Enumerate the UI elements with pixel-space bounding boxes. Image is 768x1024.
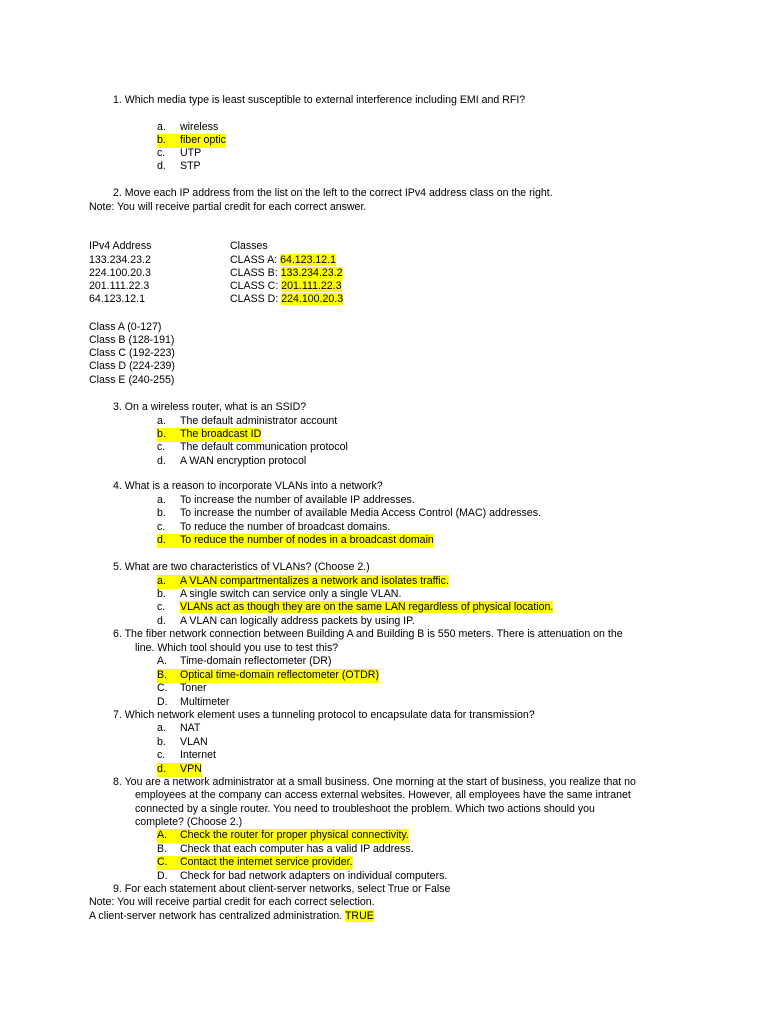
option-text: To reduce the number of broadcast domains. (180, 521, 391, 533)
option-text: NAT (180, 722, 201, 734)
option-label: a. (157, 415, 166, 427)
q5-option-a-answer (157, 575, 449, 589)
q3-option-b-answer (157, 428, 261, 442)
option-text: Check the router for proper physical connectivity. (180, 829, 409, 841)
option-label: A. (157, 655, 168, 667)
option-text: To reduce the number of nodes in a broadcast domain (180, 534, 434, 546)
option-text: Time-domain reflectometer (DR) (180, 655, 332, 667)
q2-left-header: IPv4 Address (89, 240, 152, 252)
option-text: A WAN encryption protocol (180, 455, 307, 467)
q2-range-e: Class E (240-255) (89, 374, 175, 386)
option-label: c. (157, 521, 166, 533)
option-text: A VLAN compartmentalizes a network and isolates traffic. (180, 575, 449, 587)
q9-question: 9. For each statement about client-server networks, select True or False (113, 883, 451, 895)
option-label: A. (157, 829, 168, 841)
option-label: a. (157, 121, 166, 133)
q2-class-c (230, 280, 342, 294)
class-label: CLASS D: (230, 293, 279, 305)
q5-option-b (157, 588, 401, 602)
q2-range-d: Class D (224-239) (89, 360, 175, 372)
q8-question-line-1: 8. You are a network administrator at a small business. One morning at the start of business, you realize that no (113, 776, 636, 788)
option-label: d. (157, 160, 166, 172)
q5-option-c-answer (157, 601, 553, 615)
statement-answer: TRUE (344, 910, 374, 922)
q2-range-c: Class C (192-223) (89, 347, 175, 359)
option-label: a. (157, 722, 166, 734)
option-text: To increase the number of available IP addresses. (180, 494, 415, 506)
q8-question-line-2: employees at the company can access external websites. However, all employees have the same intranet (135, 789, 631, 801)
option-text: Contact the internet service provider. (180, 856, 353, 868)
class-label: CLASS A: (230, 254, 278, 266)
q7-option-a (157, 722, 200, 736)
q7-question: 7. Which network element uses a tunneling protocol to encapsulate data for transmission? (113, 709, 535, 721)
q2-question: 2. Move each IP address from the list on the left to the correct IPv4 address class on the right. (113, 187, 553, 199)
q8-option-a-answer (157, 829, 409, 843)
q2-right-header: Classes (230, 240, 268, 252)
option-text: VPN (180, 763, 202, 775)
option-text: Optical time-domain reflectometer (OTDR) (180, 669, 379, 681)
option-text: wireless (180, 121, 219, 133)
q2-address-2: 224.100.20.3 (89, 267, 151, 279)
q7-option-d-answer (157, 763, 202, 777)
option-label: d. (157, 763, 166, 775)
option-label: C. (157, 856, 168, 868)
q3-question: 3. On a wireless router, what is an SSID? (113, 401, 307, 413)
q4-question: 4. What is a reason to incorporate VLANs into a network? (113, 480, 383, 492)
q2-address-1: 133.234.23.2 (89, 254, 151, 266)
option-label: d. (157, 455, 166, 467)
option-label: b. (157, 507, 166, 519)
q8-question-line-3: connected by a single router. You need to troubleshoot the problem. Which two actions should you (135, 803, 595, 815)
q8-option-c-answer (157, 856, 353, 870)
q2-class-b (230, 267, 343, 281)
option-label: a. (157, 575, 180, 589)
class-label: CLASS C: (230, 280, 279, 292)
option-text: fiber optic (180, 134, 226, 146)
option-label: c. (157, 147, 166, 159)
q6-option-a (157, 655, 331, 669)
q2-range-a: Class A (0-127) (89, 321, 162, 333)
option-label: B. (157, 843, 168, 855)
q9-note: Note: You will receive partial credit for each correct selection. (89, 896, 375, 908)
option-text: A single switch can service only a single VLAN. (180, 588, 402, 600)
q1-option-c (157, 147, 201, 161)
option-text: Check for bad network adapters on individual computers. (180, 870, 448, 882)
statement-text: A client-server network has centralized administration. (89, 910, 343, 922)
option-label: b. (157, 588, 166, 600)
option-text: Toner (180, 682, 207, 694)
q3-option-a (157, 415, 337, 429)
option-label: C. (157, 682, 168, 694)
option-text: STP (180, 160, 201, 172)
option-text: Multimeter (180, 696, 230, 708)
q6-option-d (157, 696, 229, 710)
option-label: b. (157, 134, 166, 146)
q6-option-c (157, 682, 207, 696)
option-text: A VLAN can logically address packets by using IP. (180, 615, 415, 627)
option-text: The broadcast ID (180, 428, 262, 440)
option-label: c. (157, 441, 166, 453)
q9-statement (89, 910, 374, 924)
q1-question: 1. Which media type is least susceptible to external interference including EMI and RFI? (113, 94, 526, 106)
q1-option-a (157, 121, 218, 135)
option-label: D. (157, 870, 168, 882)
option-label: D. (157, 696, 168, 708)
q2-class-a (230, 254, 336, 268)
option-text: UTP (180, 147, 202, 159)
q6-question-line-2: line. Which tool should you use to test this? (135, 642, 339, 654)
option-label: d. (157, 615, 166, 627)
q8-question-line-4: complete? (Choose 2.) (135, 816, 243, 828)
q8-option-b (157, 843, 414, 857)
option-text: To increase the number of available Media Access Control (MAC) addresses. (180, 507, 541, 519)
class-label: CLASS B: (230, 267, 278, 279)
option-label: c. (157, 749, 166, 761)
class-answer: 201.111.22.3 (281, 280, 342, 292)
class-answer: 133.234.23.2 (280, 267, 343, 279)
q2-note: Note: You will receive partial credit for each correct answer. (89, 201, 367, 213)
q3-option-d (157, 455, 306, 469)
q6-question-line-1: 6. The fiber network connection between Building A and Building B is 550 meters. There is attenuation on the (113, 628, 623, 640)
q3-option-c (157, 441, 348, 455)
q5-option-d (157, 615, 415, 629)
option-label: b. (157, 736, 166, 748)
q2-class-d (230, 293, 343, 307)
q1-option-b-answer (157, 134, 226, 148)
q4-option-d-answer (157, 534, 434, 548)
option-text: VLANs act as though they are on the same LAN regardless of physical location. (180, 601, 554, 613)
option-label: a. (157, 494, 166, 506)
q7-option-c (157, 749, 216, 763)
option-label: b. (157, 428, 166, 440)
q6-option-b-answer (157, 669, 379, 683)
q2-range-b: Class B (128-191) (89, 334, 175, 346)
q7-option-b (157, 736, 208, 750)
q2-address-3: 201.111.22.3 (89, 280, 150, 292)
class-answer: 224.100.20.3 (281, 293, 344, 305)
option-text: VLAN (180, 736, 208, 748)
q5-question: 5. What are two characteristics of VLANs? (Choose 2.) (113, 561, 370, 573)
option-text: Check that each computer has a valid IP address. (180, 843, 414, 855)
q4-option-a (157, 494, 415, 508)
option-text: Internet (180, 749, 216, 761)
q1-option-d (157, 160, 201, 174)
q8-option-d (157, 870, 447, 884)
q4-option-b (157, 507, 541, 521)
option-label: B. (157, 669, 168, 681)
option-text: The default administrator account (180, 415, 338, 427)
class-answer: 64.123.12.1 (280, 254, 337, 266)
option-label: d. (157, 534, 166, 546)
option-label: c. (157, 601, 166, 613)
q2-address-4: 64.123.12.1 (89, 293, 145, 305)
option-text: The default communication protocol (180, 441, 348, 453)
q4-option-c (157, 521, 390, 535)
